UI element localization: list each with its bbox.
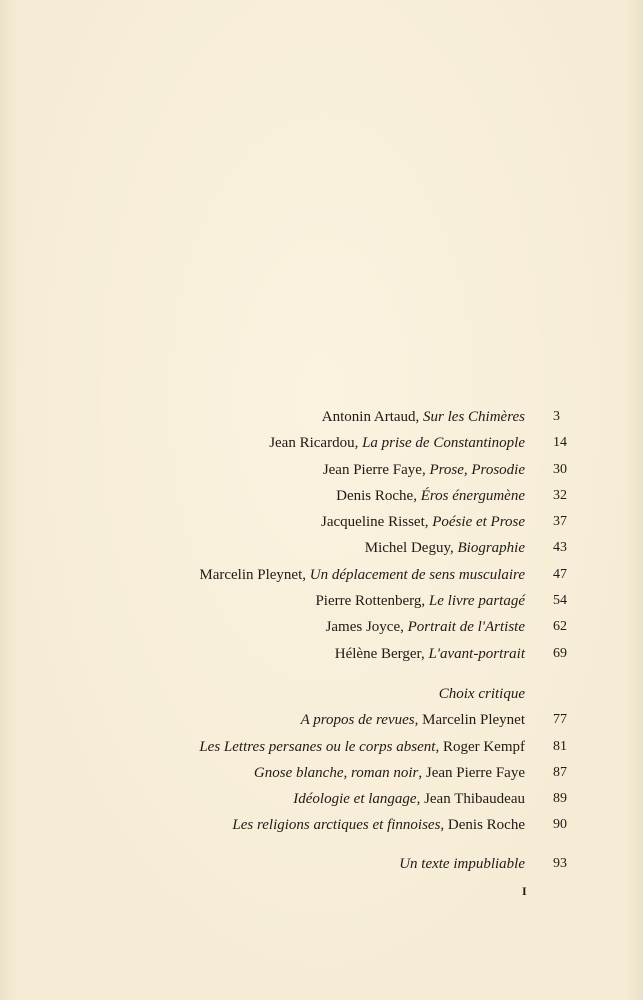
section-heading: Choix critique [438,685,525,702]
entry-title: Poésie et Prose [432,514,525,531]
entry-page-number: 43 [553,540,567,556]
entry-title: Éros énergumène [420,487,525,504]
toc-entry [0,562,643,588]
critique-entry [0,734,643,760]
entry-page-number: 77 [553,712,567,728]
toc-entry [0,509,643,535]
entry-author: Marcelin Pleynet [199,566,303,583]
entry-author: James Joyce [325,619,401,636]
entry-page-number: 54 [553,593,567,609]
section-heading-row [0,681,643,707]
entry-author: Roger Kempf [442,738,525,755]
entry-separator: , [400,619,408,636]
entry-title: Sur les Chimères [423,409,525,425]
entry-page-number: 47 [553,566,567,582]
entry-page-number: 32 [553,487,567,503]
entry-separator: , [420,645,429,662]
critique-entry [0,812,643,838]
entry-page-number: 62 [553,619,567,635]
entry-author: Jean Ricardou [269,435,355,452]
entry-separator: , [421,593,429,610]
entry-separator: , [415,409,424,425]
entry-title: Les Lettres persanes ou le corps absent [199,738,436,755]
entry-title: A propos de revues [300,712,415,729]
entry-separator: , [302,566,310,583]
critique-entry [0,760,643,786]
toc-entry [0,588,643,614]
final-entry [0,851,643,877]
entry-title: Un déplacement de sens musculaire [309,566,525,583]
entry-separator: , [418,764,426,781]
entry-author: Pierre Rottenberg [315,593,422,610]
toc-entry [0,614,643,640]
entry-page-number: 3 [553,409,560,424]
entry-author: Denis Roche [447,817,525,834]
toc-entry [0,404,643,430]
critique-entry [0,786,643,812]
entry-title: La prise de Constantinople [362,435,525,452]
entry-page-number: 81 [553,738,567,754]
toc-entry [0,483,643,509]
page-folio: I [522,884,527,898]
entry-separator: , [354,435,363,452]
entry-title: Un texte impubliable [399,855,525,872]
entry-page-number: 14 [553,435,567,451]
entry-title: Portrait de l'Artiste [407,619,525,636]
entry-separator: , [413,487,421,504]
entry-author: Michel Deguy [364,540,450,557]
entry-title: Biographie [457,540,525,557]
entry-separator: , [414,712,423,729]
entry-title: L'avant-portrait [428,645,525,662]
entry-page-number: 30 [553,461,567,477]
entry-page-number: 69 [553,645,567,661]
entry-separator: , [416,791,425,808]
entry-author: Marcelin Pleynet [422,712,525,729]
entry-page-number: 90 [553,817,567,833]
entry-title: Prose, Prosodie [429,461,525,478]
entry-separator: , [421,461,430,478]
entry-page-number: 89 [553,791,567,807]
table-of-contents [0,404,643,877]
toc-entry [0,535,643,561]
entry-author: Jean Pierre Faye [322,461,422,478]
entry-page-number: 87 [553,764,567,780]
entry-title: Les religions arctiques et finnoises [232,817,441,834]
entry-title: Gnose blanche, roman noir [253,764,419,781]
entry-author: Hélène Berger [334,645,421,662]
entry-title: Le livre partagé [428,593,525,610]
entry-separator: , [435,738,443,755]
entry-author: Jean Pierre Faye [425,764,525,781]
toc-entry [0,641,643,667]
toc-entry [0,457,643,483]
entry-author: Antonin Artaud [321,409,416,425]
entry-author: Jacqueline Risset [321,514,425,531]
entry-author: Jean Thibaudeau [424,791,525,808]
entry-separator: , [440,817,448,834]
entry-separator: , [424,514,433,531]
toc-entry [0,430,643,456]
entry-title: Idéologie et langage [293,791,417,808]
entry-separator: , [450,540,458,557]
entry-author: Denis Roche [336,487,414,504]
entry-page-number: 37 [553,514,567,530]
entry-page-number: 93 [553,855,567,871]
critique-entry [0,707,643,733]
